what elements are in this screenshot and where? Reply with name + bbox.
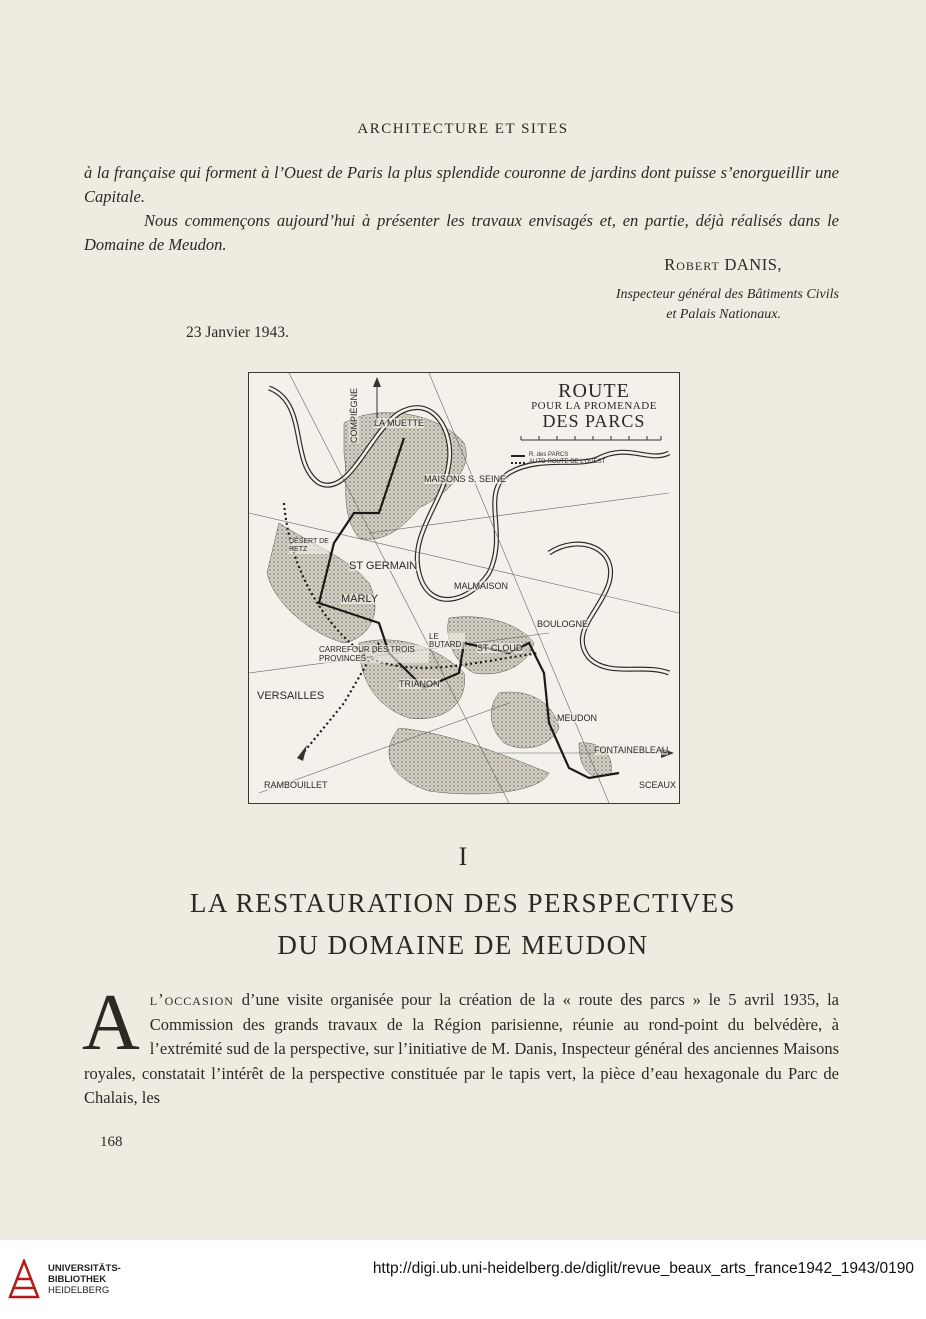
signature-title xyxy=(519,285,839,325)
library-name-line-1: UNIVERSITÄTS- xyxy=(48,1263,121,1274)
intro-paragraph-2: Nous commençons aujourd’hui à présenter les travaux envisagés et, en partie, déjà réalisés dans le Domaine de Meudon. xyxy=(84,211,839,254)
map-label-st-germain: ST GERMAIN xyxy=(349,560,418,572)
map-label-versailles: VERSAILLES xyxy=(257,690,325,702)
map-label-fontainebleau: FONTAINEBLEAU xyxy=(594,745,669,755)
map-label-st-cloud: ST CLOUD xyxy=(477,643,523,653)
section-number: I xyxy=(458,842,468,871)
signature-name xyxy=(664,255,782,275)
library-footer xyxy=(0,1240,926,1319)
section-title-line-1: LA RESTAURATION DES PERSPECTIVES xyxy=(189,888,737,918)
map-title-route: ROUTE xyxy=(558,380,630,402)
legend-route: R. des PARCS xyxy=(529,452,569,458)
map-label-butard: LE BUTARD xyxy=(429,633,465,649)
signature-title-line-1: Inspecteur général des Bâtiments Civils xyxy=(615,287,839,302)
signature-last-name: DANIS, xyxy=(724,255,782,274)
map-legend xyxy=(511,452,605,466)
map-title xyxy=(519,381,669,430)
map-label-malmaison: MALMAISON xyxy=(454,581,509,591)
library-name xyxy=(48,1263,121,1296)
legend-autoroute: AUTO-ROUTE DE L’OUEST xyxy=(529,459,606,465)
page-number: 168 xyxy=(100,1134,123,1150)
map-title-promenade: POUR LA PROMENADE xyxy=(531,400,657,412)
map-label-boulogne: BOULOGNE xyxy=(537,619,589,629)
legend-solid-line xyxy=(511,455,525,457)
body-text: d’une visite organisée pour la création de la « route des parcs » le 5 avril 1935, la Commission des grands travaux de la Région parisienne, réunie au rond-point du belvédère, à l’extrémité sud de la perspective, sur l’initiative de M. Danis, Inspecteur général des anciennes Maisons royales, constatait l’intérêt de la perspective constituée par le tapis vert, la pièce d’eau hexagonale du Parc de Chalais, les xyxy=(84,990,839,1107)
running-head: ARCHITECTURE ET SITES xyxy=(357,121,569,137)
letter-date: 23 Janvier 1943. xyxy=(186,324,289,341)
route-map-figure xyxy=(248,372,680,804)
map-label-trianon: TRIANON xyxy=(399,679,440,689)
map-label-la-muette: LA MUETTE xyxy=(374,418,425,428)
map-label-rambouillet: RAMBOUILLET xyxy=(264,780,328,790)
signature-title-line-2: et Palais Nationaux. xyxy=(666,307,781,322)
map-label-carrefour: CARREFOUR DES TROIS PROVINCES xyxy=(319,645,429,663)
legend-dotted-line xyxy=(511,462,525,464)
map-label-compiegne: COMPIÈGNE xyxy=(349,387,359,443)
map-label-marly: MARLY xyxy=(341,593,379,605)
source-url-link[interactable]: http://digi.ub.uni-heidelberg.de/diglit/revue_beaux_arts_france1942_1943/0190 xyxy=(372,1260,914,1277)
library-name-line-3: HEIDELBERG xyxy=(48,1285,110,1296)
map-title-parcs: DES PARCS xyxy=(542,411,646,431)
drop-cap: A xyxy=(82,979,140,1067)
library-name-line-2: BIBLIOTHEK xyxy=(48,1274,107,1285)
map-label-desert: DÉSERT DE RETZ xyxy=(289,538,329,553)
body-smallcaps-lead: l’occasion xyxy=(149,990,234,1009)
map-label-meudon: MEUDON xyxy=(557,713,597,723)
signature-first-name: Robert xyxy=(664,255,720,274)
library-logo-icon xyxy=(8,1259,40,1299)
intro-paragraph-1: à la française qui forment à l’Ouest de Paris la plus splendide couronne de jardins dont puisse s’enorgueillir une Capitale. xyxy=(84,163,839,206)
body-paragraph xyxy=(82,979,839,1111)
section-title-line-2: DU DOMAINE DE MEUDON xyxy=(277,930,649,960)
map-label-sceaux: SCEAUX xyxy=(639,780,677,790)
map-label-maisons: MAISONS S. SEINE xyxy=(424,474,507,484)
